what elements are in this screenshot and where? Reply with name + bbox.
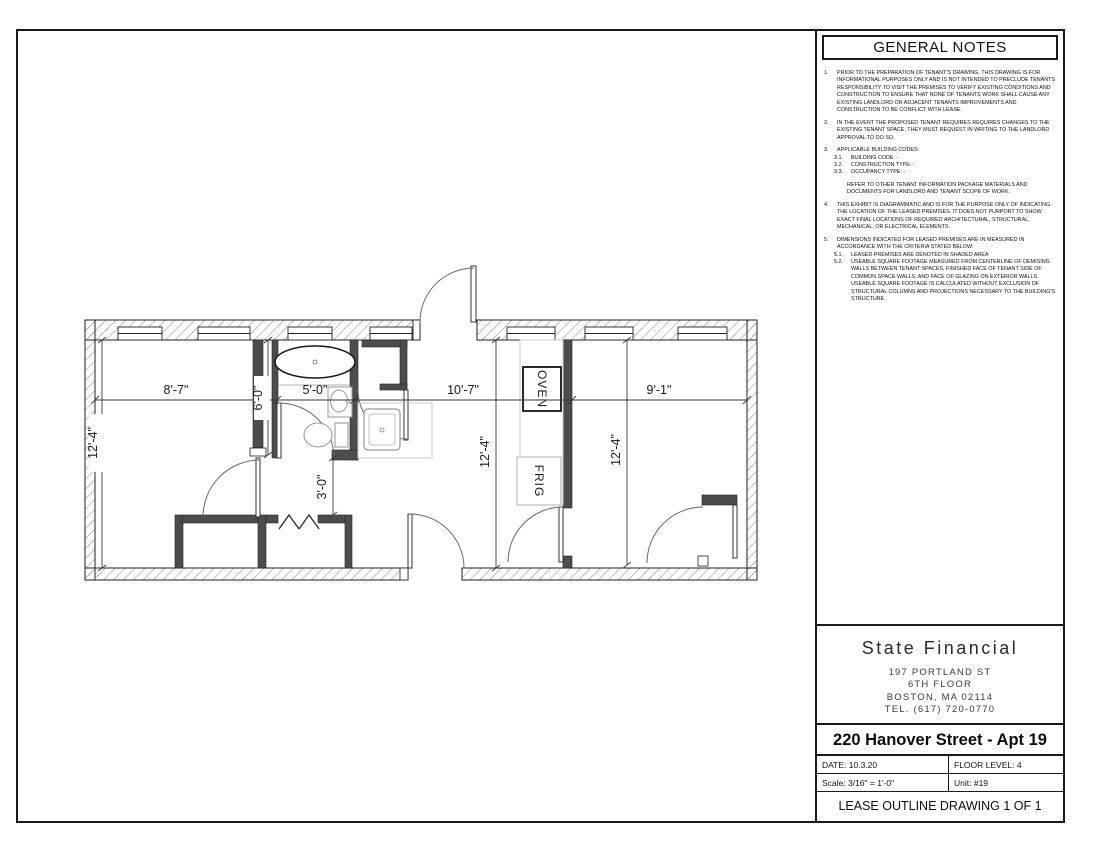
dim-bath-depth: 6'-0" <box>251 385 265 411</box>
exterior-walls <box>85 320 757 580</box>
firm-address-line: 6TH FLOOR <box>907 679 973 691</box>
unit-field: Unit: #19 <box>948 774 1063 792</box>
entry-door <box>420 266 476 322</box>
oven-box <box>523 367 561 411</box>
dim-left-room-depth: 12'-4" <box>86 427 100 459</box>
scale-field: Scale: 3/16" = 1'-0" <box>817 774 948 792</box>
firm-name: State Financial <box>861 638 1019 658</box>
title-block-panel <box>815 31 1063 821</box>
note-item: 4. THIS EXHIBIT IS DIAGRAMMATIC AND IS FOR THE PURPOSE ONLY OF INDICATING THE LOCATION OF THE LEASED PREMISES. IT DOES NOT PURPORT TO SHOW EXACT FINAL LOCATIONS OF REQUIRED ARCHITECTURAL, STRUCTURAL, MECHANICAL, OR ELECTRICAL ELEMENTS. <box>824 201 1051 231</box>
note-item: 1. PRIOR TO THE PREPARATION OF TENANT'S DRAWING. THIS DRAWING IS FOR INFORMATIONAL PURPOSES ONLY AND IS NOT INTENDED TO PRECLUDE TENANTS RESPONSIBILITY TO VISIT THE PREMISES TO VERIFY EXISTING CONDITIONS AND CONSTRUCTION TO ENSURE THAT NONE OF TENANTS WORK SHALL CAUSE ANY EXISTING LANDLORD OR ADJACENT TENANTS IMPROVEMENTS AND CONSTRUCTION TO BE CONFLICT WITH LEASE. <box>824 70 1056 114</box>
hall-door <box>408 514 464 568</box>
general-notes-title: GENERAL NOTES <box>822 35 1058 60</box>
note-item: 5. DIMENSIONS INDICATED FOR LEASED PREMISES ARE IN MEASURED IN ACCORDANCE WITH THE CRITERIA STATED BELOW: <box>824 236 1025 251</box>
left-bedroom-door <box>203 458 260 517</box>
doors <box>203 266 737 568</box>
note-item: 3.3. OCCUPANCY TYPE: - <box>834 169 906 176</box>
dim-living-width: 10'-7" <box>447 383 479 397</box>
frig-label: FRIG <box>532 464 546 498</box>
note-item: 3.2. CONSTRUCTION TYPE: - <box>834 161 915 168</box>
note-item: 5.1. LEASED PREMISES ARE DENOTED IN SHADED AREA <box>834 251 989 258</box>
drawing-sheet <box>16 29 1065 823</box>
kitchen-sink <box>364 409 400 450</box>
dim-living-depth: 12'-4" <box>478 436 492 468</box>
firm-address <box>817 667 1063 716</box>
firm-block <box>817 624 1063 725</box>
floor-level-field: FLOOR LEVEL: 4 <box>948 756 1063 774</box>
bathtub <box>275 346 355 385</box>
dimension-lines <box>91 337 751 571</box>
general-notes-list <box>824 65 1057 304</box>
kitchen-door <box>508 507 563 562</box>
firm-address-line: BOSTON, MA 02114 <box>886 691 994 703</box>
dim-left-room-width: 8'-7" <box>163 383 189 397</box>
info-grid <box>817 754 1063 792</box>
project-title: 220 Hanover Street - Apt 19 <box>817 723 1063 756</box>
note-item: 3. APPLICABLE BUILDING CODES: <box>824 147 920 154</box>
entry-jamb <box>413 320 420 340</box>
bifold-door <box>279 515 319 529</box>
note-item: 2. IN THE EVENT THE PROPOSED TENANT REQUIRES REQUIRES CHANGES TO THE EXISTING TENANT SPACE, THEY MUST REQUEST IN WRITING TO THE LANDLORD APPROVAL TO DO SO. <box>824 119 1050 141</box>
dim-hall-width: 3'-0" <box>315 474 329 500</box>
toilet <box>304 423 348 447</box>
frig-box <box>517 457 561 505</box>
firm-address-line: TEL. (617) 720-0770 <box>884 704 996 716</box>
note-item: 3.1. BUILDING CODE: - <box>834 154 899 161</box>
sheet-title: LEASE OUTLINE DRAWING 1 OF 1 <box>838 799 1042 813</box>
right-bedroom-door <box>647 505 737 563</box>
firm-address-line: 197 PORTLAND ST <box>888 667 992 678</box>
date-field: DATE: 10.3.20 <box>817 756 948 774</box>
bathroom-sink <box>328 387 352 417</box>
note-item: 5.2. USEABLE SQUARE FOOTAGE MEASURED FROM CENTERLINE OF DEMISING WALLS BETWEEN TENANT SPACES, FINISHED FACE OF TENANT SIDE OF COMMON SPACE WALLS, AND FACE OF GLAZING ON EXTERIOR WALLS. USEABLE SQUARE FOOTAGE IS CALCULATED WITHOUT EXCLUSION OF STRUCTURAL COLUMNS AND PROJECTIONS NECESSARY TO THE BUILDING'S STRUCTURE. <box>834 258 1056 303</box>
oven-label: OVEN <box>535 369 549 409</box>
note-item: REFER TO OTHER TENANT INFORMATION PACKAGE MATERIALS AND DOCUMENTS FOR LANDLORD AND TENANT SCOPE OF WORK. <box>847 181 1028 196</box>
dim-bath-width: 5'-0" <box>302 383 328 397</box>
dim-right-room-width: 9'-1" <box>646 383 672 397</box>
dim-right-room-depth: 12'-4" <box>609 434 623 466</box>
